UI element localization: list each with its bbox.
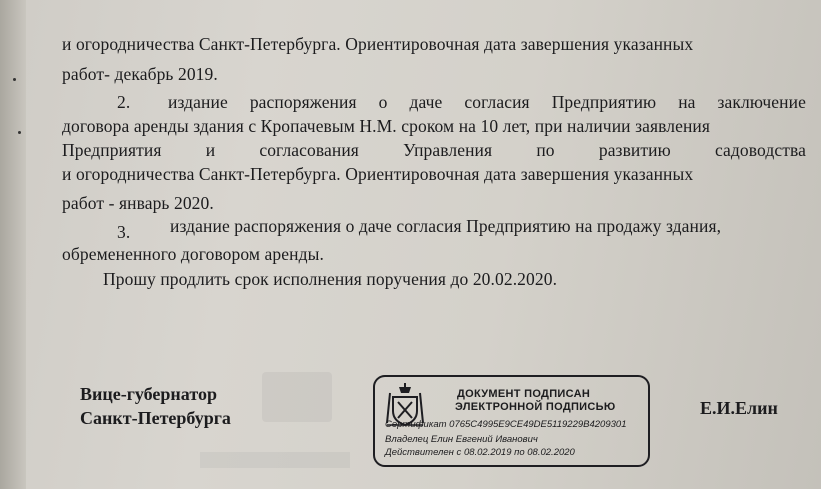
paragraph-line-justified [168,92,806,113]
paragraph-line-justified [62,140,806,161]
word: Управления [403,140,493,160]
word: по [536,140,555,160]
word: развитию [598,140,671,160]
word: Предприятия [62,140,162,160]
list-item-number: 3. [117,222,131,242]
bleed-through-mark [200,452,350,468]
word: на [678,92,696,112]
margin-dot [18,131,21,134]
stamp-certificate: Сертификат 0765C4995E9CE49DE5119229B4209301 [385,419,627,430]
bleed-through-mark [262,372,332,422]
word: издание [168,92,228,112]
word: и [205,140,216,160]
paragraph-line: и огородничества Санкт-Петербурга. Ориентировочная дата завершения указанных [62,34,694,54]
word: распоряжения [249,92,357,112]
word: даче [409,92,443,112]
word: заключение [717,92,806,112]
list-item-number: 2. [117,92,131,112]
signatory-name: Е.И.Елин [700,398,778,418]
stamp-title: ДОКУМЕНТ ПОДПИСАН [457,388,591,400]
signatory-position [80,382,231,430]
word: Предприятию [551,92,657,112]
margin-dot [13,78,16,81]
paragraph-line: работ- декабрь 2019. [62,64,218,84]
stamp-title: ЭЛЕКТРОННОЙ ПОДПИСЬЮ [455,401,616,413]
word: о [378,92,388,112]
page-shadow-edge [0,0,26,489]
position-line: Вице-губернатор [80,384,217,404]
word: согласования [259,140,359,160]
request-line: Прошу продлить срок исполнения поручения до 20.02.2020. [103,269,558,289]
word: согласия [464,92,530,112]
paragraph-line: обремененного договором аренды. [62,244,324,264]
stamp-validity: Действителен с 08.02.2019 по 08.02.2020 [385,447,575,458]
paragraph-line: и огородничества Санкт-Петербурга. Ориентировочная дата завершения указанных [62,164,694,184]
paragraph-line: работ - январь 2020. [62,193,214,213]
electronic-signature-stamp [373,375,650,467]
paragraph-line: договора аренды здания с Кропачевым Н.М. сроком на 10 лет, при наличии заявления [62,116,711,136]
position-line: Санкт-Петербурга [80,408,231,428]
paragraph-line: издание распоряжения о даче согласия Предприятию на продажу здания, [170,216,722,236]
stamp-owner: Владелец Елин Евгений Иванович [385,434,538,445]
word: садоводства [714,140,806,160]
